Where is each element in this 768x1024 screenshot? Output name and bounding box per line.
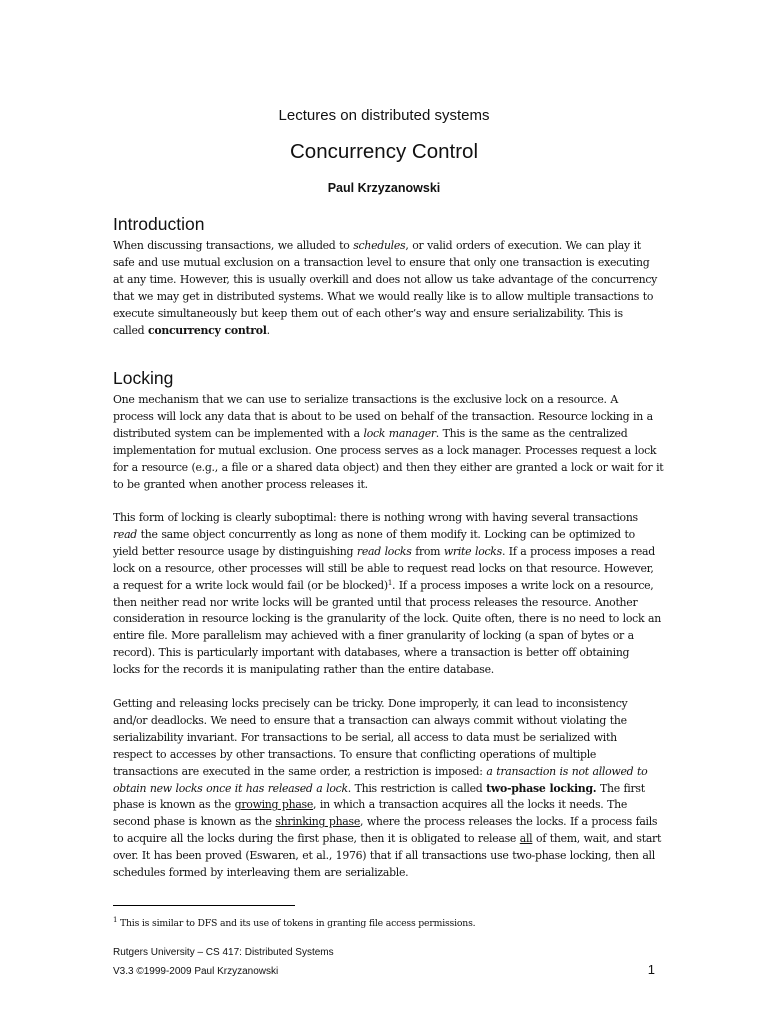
text-line: then neither read nor write locks will be granted until that process releases the resource. Another — [113, 595, 638, 609]
text-line: consideration in resource locking is the granularity of the lock. Quite often, there is no need to lock an — [113, 612, 661, 626]
series-title: Lectures on distributed systems — [278, 107, 490, 124]
page-title: Concurrency Control — [290, 140, 478, 163]
text-line: lock on a resource, other processes will still be able to request read locks on that resource. However, — [113, 561, 654, 575]
footnote-mark: 1 — [113, 916, 118, 924]
text-line: distributed system can be implemented with a lock manager. This is the same as the centralized — [113, 426, 628, 440]
text-line: execute simultaneously but keep them out of each other’s way and ensure serializability. This is — [113, 306, 623, 320]
text-line: locks for the records it is manipulating rather than the entire database. — [113, 663, 494, 677]
text-line: entire file. More parallelism may achieved with a finer granularity of locking (a span of bytes or a — [113, 629, 634, 643]
text-line: to be granted when another process releases it. — [113, 477, 368, 491]
locking-paragraph-2 — [113, 510, 661, 679]
heading-locking: Locking — [113, 368, 174, 388]
text-line: serializability invariant. For transactions to be serial, all access to data must be serialized with — [113, 730, 617, 744]
text-line: for a resource (e.g., a file or a shared data object) and then they either are granted a lock or wait for it — [113, 460, 664, 474]
text-line: yield better resource usage by distinguishing read locks from write locks. If a process imposes a read — [113, 544, 655, 558]
text-line: a request for a write lock would fail (or be blocked)$^1$. If a process imposes a write lock on a resource, — [113, 578, 654, 592]
text-line: One mechanism that we can use to serialize transactions is the exclusive lock on a resource. A — [113, 393, 618, 406]
footnote: $^1$ This is similar to DFS and its use of tokens in granting file access permissions. — [113, 916, 476, 929]
text-line: safe and use mutual exclusion on a transaction level to ensure that only one transaction is executing — [113, 255, 650, 269]
text-line: and/or deadlocks. We need to ensure that a transaction can always commit without violating the — [113, 713, 627, 727]
text-line: transactions are executed in the same order, a restriction is imposed: a transaction is not allowed to — [113, 764, 648, 778]
text-line: implementation for mutual exclusion. One process serves as a lock manager. Processes request a lock — [113, 443, 657, 457]
text-line: second phase is known as the shrinking phase, where the process releases the locks. If a process fails — [113, 815, 658, 829]
text-line: respect to accesses by other transactions. To ensure that conflicting operations of multiple — [113, 747, 597, 761]
locking-paragraph-1 — [113, 392, 664, 493]
text-line: schedules formed by interleaving them are serializable. — [113, 866, 409, 880]
footnote-reference[interactable]: 1 — [387, 578, 393, 587]
introduction-paragraph — [113, 238, 658, 339]
text-line: called concurrency control. — [113, 323, 270, 337]
page-number: 1 — [647, 962, 655, 977]
text-line: Getting and releasing locks precisely can be tricky. Done improperly, it can lead to inconsistency — [113, 697, 628, 710]
text-line: process will lock any data that is about to be used on behalf of the transaction. Resource locking in a — [113, 409, 653, 423]
text-line: record). This is particularly important with databases, where a transaction is better off obtaining — [113, 646, 630, 660]
footnote-divider — [113, 905, 295, 906]
text-line: that we may get in distributed systems. What we would really like is to allow multiple transactions to — [113, 289, 654, 303]
text-line: This form of locking is clearly suboptimal: there is nothing wrong with having several transactions — [113, 511, 638, 524]
text-line: at any time. However, this is usually overkill and does not allow us take advantage of the concurrency — [113, 272, 658, 286]
text-line: over. It has been proved (Eswaren, et al., 1976) that if all transactions use two-phase locking, then all — [113, 849, 655, 863]
text-line: phase is known as the growing phase, in which a transaction acquires all the locks it needs. The — [113, 798, 628, 812]
text-line: read the same object concurrently as long as none of them modify it. Locking can be optimized to — [113, 527, 635, 541]
author-name: Paul Krzyzanowski — [327, 181, 441, 195]
heading-introduction: Introduction — [113, 214, 205, 234]
text-line: When discussing transactions, we alluded to schedules, or valid orders of execution. We can play it — [113, 239, 641, 252]
footer-version: V3.3 ©1999-2009 Paul Krzyzanowski — [113, 966, 279, 977]
text-line: obtain new locks once it has released a lock. This restriction is called two-phase locking. The first — [113, 781, 645, 795]
locking-paragraph-3 — [113, 696, 662, 882]
text-line: to acquire all the locks during the first phase, then it is obligated to release all of them, wait, and start — [113, 832, 662, 846]
footer-course: Rutgers University – CS 417: Distributed Systems — [113, 947, 334, 958]
